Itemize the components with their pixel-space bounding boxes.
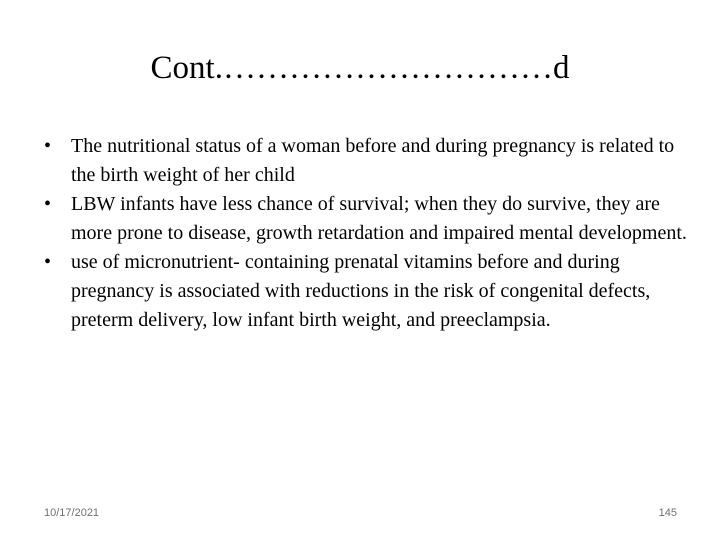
slide-title: Cont.…………………………d <box>150 50 570 86</box>
footer-page-number: 145 <box>658 507 677 519</box>
bullet-icon: • <box>44 251 52 273</box>
bullet-icon: • <box>44 193 52 215</box>
bullet-item <box>44 248 694 335</box>
bullet-list <box>44 132 694 335</box>
footer-date: 10/17/2021 <box>44 507 100 519</box>
bullet-item <box>44 132 694 190</box>
bullet-item <box>44 190 694 248</box>
bullet-text: use of micronutrient- containing prenatal vitamins before and during pregnancy is associated with reductions in the risk of congenital defects, preterm delivery, low infant birth weight, and preeclampsia. <box>71 251 651 331</box>
bullet-icon: • <box>44 135 52 157</box>
bullet-text: LBW infants have less chance of survival; when they do survive, they are more prone to disease, growth retardation and impaired mental development. <box>71 193 687 244</box>
bullet-text: The nutritional status of a woman before and during pregnancy is related to the birth weight of her child <box>71 135 675 186</box>
